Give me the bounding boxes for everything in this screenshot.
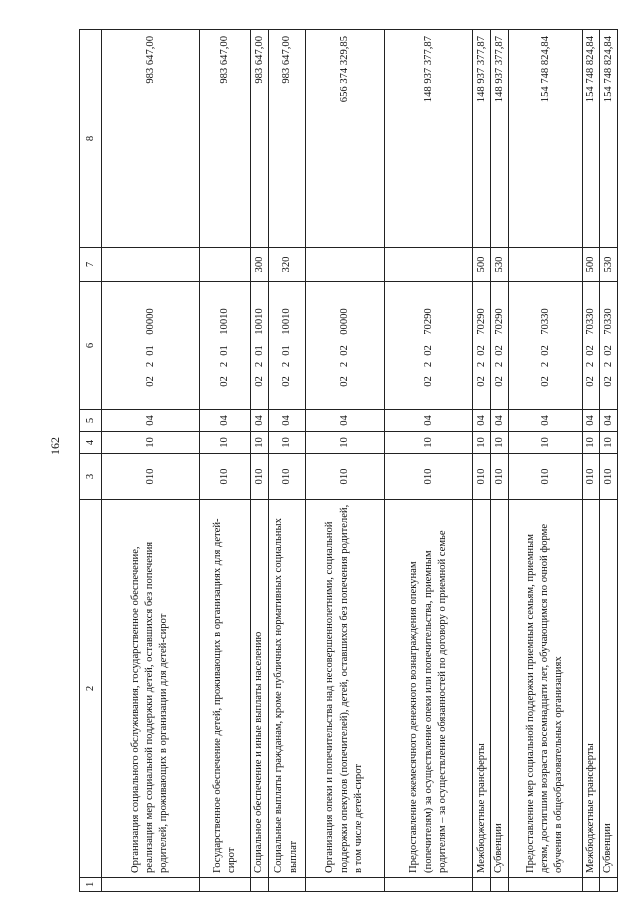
row-code-subsection: 04	[508, 410, 582, 432]
row-code-section: 10	[268, 432, 305, 454]
table-row	[508, 30, 582, 892]
row-code-expense-type: 500	[582, 248, 600, 282]
row-amount: 983 647,00	[199, 30, 250, 248]
row-code-subsection: 04	[491, 410, 509, 432]
target-article-part: 02	[339, 345, 351, 356]
target-article-part: 2	[144, 361, 156, 368]
row-name: Предоставление мер социальной поддержки приемным семьям, приемным детям, достигшим возраста восемнадцати лет, обучающимся по очной форме обучения в общеобразовательных организациях	[508, 500, 582, 878]
target-article-part: 02	[423, 376, 435, 387]
row-code-target-article	[101, 282, 199, 410]
target-article-part: 02	[603, 376, 615, 387]
row-code-expense-type	[305, 248, 385, 282]
target-article-part: 01	[281, 345, 293, 356]
target-article-part: 02	[339, 376, 351, 387]
row-amount: 154 748 824,84	[508, 30, 582, 248]
row-code-target-article	[199, 282, 250, 410]
row-code-target-article	[491, 282, 509, 410]
target-article-part: 02	[539, 376, 551, 387]
header-cell-7: 7	[80, 248, 102, 282]
row-code-target-article	[250, 282, 268, 410]
target-article-part: 2	[585, 361, 597, 368]
row-amount: 983 647,00	[101, 30, 199, 248]
row-col-1	[268, 878, 305, 892]
target-article-part: 02	[476, 376, 488, 387]
row-code-expense-type	[508, 248, 582, 282]
row-name: Социальные выплаты гражданам, кроме публичных нормативных социальных выплат	[268, 500, 305, 878]
row-code-section: 10	[305, 432, 385, 454]
target-article-part: 02	[603, 345, 615, 356]
row-code-expense-type: 530	[491, 248, 509, 282]
row-code-section: 10	[473, 432, 491, 454]
row-amount: 148 937 377,87	[473, 30, 491, 248]
row-code-section: 10	[199, 432, 250, 454]
header-cell-3: 3	[80, 454, 102, 500]
row-code-subsection: 04	[250, 410, 268, 432]
row-col-1	[508, 878, 582, 892]
row-code-target-article	[473, 282, 491, 410]
row-name: Государственное обеспечение детей, проживающих в организациях для детей-сирот	[199, 500, 250, 878]
row-amount: 148 937 377,87	[385, 30, 473, 248]
target-article-part: 2	[603, 361, 615, 368]
header-row	[80, 30, 102, 892]
row-code-target-article	[385, 282, 473, 410]
row-code-subsection: 04	[385, 410, 473, 432]
target-article-part: 00000	[339, 308, 351, 335]
target-article-part: 02	[281, 376, 293, 387]
row-code-subsection: 04	[305, 410, 385, 432]
target-article-part: 02	[476, 345, 488, 356]
row-code-subsection: 04	[199, 410, 250, 432]
target-article-part: 2	[423, 361, 435, 368]
table-row	[491, 30, 509, 892]
row-col-1	[385, 878, 473, 892]
row-code-ministry: 010	[305, 454, 385, 500]
row-name: Организация опеки и попечительства над несовершеннолетними, социальной поддержки опекунов (попечителей), детей, оставшихся без попечения родителей, в том числе детей-сирот	[305, 500, 385, 878]
row-col-1	[199, 878, 250, 892]
row-code-section: 10	[600, 432, 618, 454]
row-code-target-article	[600, 282, 618, 410]
row-code-target-article	[508, 282, 582, 410]
row-code-target-article	[268, 282, 305, 410]
header-cell-4: 4	[80, 432, 102, 454]
table-row	[101, 30, 199, 892]
row-col-1	[305, 878, 385, 892]
row-col-1	[101, 878, 199, 892]
target-article-part: 10010	[281, 308, 293, 335]
header-cell-6: 6	[80, 282, 102, 410]
table-row	[250, 30, 268, 892]
row-name: Межбюджетные трансферты	[473, 500, 491, 878]
target-article-part: 2	[219, 361, 231, 368]
row-code-ministry: 010	[385, 454, 473, 500]
row-code-section: 10	[250, 432, 268, 454]
budget-table-rotated	[79, 30, 618, 892]
target-article-part: 02	[585, 376, 597, 387]
row-code-ministry: 010	[199, 454, 250, 500]
row-amount: 148 937 377,87	[491, 30, 509, 248]
row-code-expense-type	[101, 248, 199, 282]
table-row	[582, 30, 600, 892]
target-article-part: 02	[585, 345, 597, 356]
table-row	[473, 30, 491, 892]
row-name: Субвенции	[491, 500, 509, 878]
row-name: Межбюджетные трансферты	[582, 500, 600, 878]
row-code-target-article	[305, 282, 385, 410]
row-code-expense-type	[199, 248, 250, 282]
row-code-section: 10	[582, 432, 600, 454]
row-code-ministry: 010	[491, 454, 509, 500]
header-cell-2: 2	[80, 500, 102, 878]
row-code-section: 10	[385, 432, 473, 454]
row-code-ministry: 010	[101, 454, 199, 500]
header-cell-1: 1	[80, 878, 102, 892]
budget-table	[79, 29, 618, 892]
row-code-subsection: 04	[582, 410, 600, 432]
table-row	[600, 30, 618, 892]
row-code-subsection: 04	[600, 410, 618, 432]
row-col-1	[600, 878, 618, 892]
row-name: Социальное обеспечение и иные выплаты населению	[250, 500, 268, 878]
target-article-part: 2	[493, 361, 505, 368]
row-code-subsection: 04	[268, 410, 305, 432]
row-code-expense-type: 300	[250, 248, 268, 282]
row-name: Субвенции	[600, 500, 618, 878]
target-article-part: 70330	[539, 308, 551, 335]
target-article-part: 02	[144, 376, 156, 387]
row-amount: 983 647,00	[250, 30, 268, 248]
target-article-part: 2	[476, 361, 488, 368]
row-amount: 154 748 824,84	[582, 30, 600, 248]
target-article-part: 2	[339, 361, 351, 368]
table-row	[268, 30, 305, 892]
target-article-part: 01	[219, 345, 231, 356]
target-article-part: 01	[144, 345, 156, 356]
row-col-1	[582, 878, 600, 892]
row-col-1	[491, 878, 509, 892]
target-article-part: 70290	[423, 308, 435, 335]
row-code-ministry: 010	[508, 454, 582, 500]
target-article-part: 02	[253, 376, 265, 387]
row-code-expense-type	[385, 248, 473, 282]
row-code-expense-type: 320	[268, 248, 305, 282]
target-article-part: 02	[539, 345, 551, 356]
table-row	[199, 30, 250, 892]
target-article-part: 02	[493, 345, 505, 356]
row-code-ministry: 010	[600, 454, 618, 500]
target-article-part: 70290	[476, 308, 488, 335]
row-code-ministry: 010	[582, 454, 600, 500]
row-code-ministry: 010	[250, 454, 268, 500]
row-code-section: 10	[491, 432, 509, 454]
target-article-part: 70330	[603, 308, 615, 335]
row-name: Предоставление ежемесячного денежного вознаграждения опекунам (попечителям) за осуществление опеки или попечительства, приемным родителям – за осуществление обязанностей по договору о приемной семье	[385, 500, 473, 878]
page-number: 162	[47, 437, 62, 455]
target-article-part: 70330	[585, 308, 597, 335]
table-body	[80, 30, 618, 892]
row-name: Организация социального обслуживания, государственное обеспечение, реализация мер социальной поддержки детей, оставшихся без попечения родителей, проживающих в организации для детей-сирот	[101, 500, 199, 878]
row-amount: 656 374 329,85	[305, 30, 385, 248]
header-cell-5: 5	[80, 410, 102, 432]
row-code-expense-type: 530	[600, 248, 618, 282]
row-code-ministry: 010	[473, 454, 491, 500]
target-article-part: 01	[253, 345, 265, 356]
table-row	[305, 30, 385, 892]
row-code-subsection: 04	[473, 410, 491, 432]
table-row	[385, 30, 473, 892]
row-code-target-article	[582, 282, 600, 410]
row-amount: 154 748 824,84	[600, 30, 618, 248]
target-article-part: 02	[493, 376, 505, 387]
row-code-ministry: 010	[268, 454, 305, 500]
target-article-part: 02	[423, 345, 435, 356]
row-code-section: 10	[508, 432, 582, 454]
row-col-1	[473, 878, 491, 892]
row-code-section: 10	[101, 432, 199, 454]
target-article-part: 10010	[253, 308, 265, 335]
row-col-1	[250, 878, 268, 892]
target-article-part: 2	[281, 361, 293, 368]
target-article-part: 02	[219, 376, 231, 387]
header-cell-8: 8	[80, 30, 102, 248]
row-code-expense-type: 500	[473, 248, 491, 282]
target-article-part: 2	[253, 361, 265, 368]
target-article-part: 2	[539, 361, 551, 368]
row-code-subsection: 04	[101, 410, 199, 432]
target-article-part: 10010	[219, 308, 231, 335]
target-article-part: 00000	[144, 308, 156, 335]
target-article-part: 70290	[493, 308, 505, 335]
row-amount: 983 647,00	[268, 30, 305, 248]
